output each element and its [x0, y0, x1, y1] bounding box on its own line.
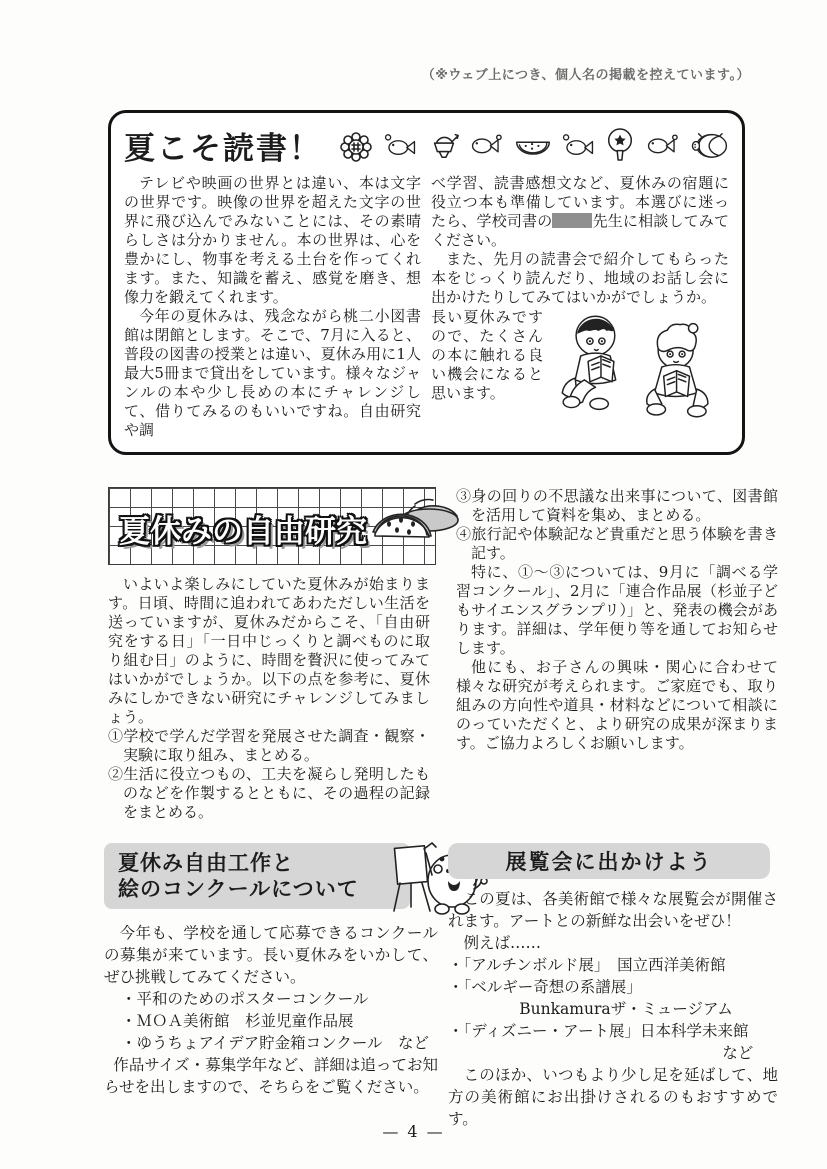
web-privacy-note: （※ウェブ上につき、個人名の掲載を控えています。） — [421, 68, 750, 83]
research-intro: いよいよ楽しみにしていた夏休みが始まります。日頃、時間に追われてあわただしい生活を送っていますが、夏休みだからこそ、「自由研究をする日」「一日中じっくりと調べものに取り組む日」のように、時間を贅沢に使ってみてはいかがでしょうか。以下の点を参考に、夏休みにしかできない研究にチャレンジしてみましょう。 — [108, 575, 430, 726]
contest-bullet-1: ・平和のためのポスターコンクール — [121, 990, 369, 1008]
research-paragraph: 特に、①～③については、9月に「調べる学習コンクール」、2月に「連合作品展（杉並子どもサイエンスグランプリ）」と、発表の機会があります。詳細は、学年便り等を通してお知らせします。 — [456, 563, 778, 657]
exhibition-title-bar — [448, 843, 770, 879]
research-item-1: ①学校で学んだ学習を発展させた調査・観察・実験に取り組み、まとめる。 — [108, 727, 430, 764]
watermelon-icon — [514, 131, 552, 159]
exhibition-bullet-1: ・「アルチンボルド展」 国立西洋美術館 — [448, 956, 726, 974]
research-col-right — [456, 487, 778, 822]
contest-section — [104, 843, 438, 1098]
contest-bullet-3: ・ゆうちょアイデア貯金箱コンクール など — [121, 1034, 430, 1052]
pig-icon — [689, 130, 729, 160]
research-item-4: ④旅行記や体験記など貴重だと思う体験を書き記す。 — [456, 525, 778, 562]
fish-icon — [561, 132, 595, 158]
exhibition-intro: この夏は、各美術館で様々な展覧会が開催されます。アートとの新鮮な出会いをぜひ！ — [448, 890, 778, 930]
exhibition-section — [448, 843, 778, 1130]
reading-paragraph: 長い夏休みですので、たくさんの本に触れる良い機会になると思います。 — [431, 308, 543, 402]
research-item-3: ③身の回りの不思議な出来事について、図書館を活用して資料を集め、まとめる。 — [456, 487, 778, 524]
reading-col-left — [124, 174, 421, 440]
exhibition-bullet-2-venue: Bunkamuraザ・ミュージアム — [519, 1000, 733, 1018]
contest-intro: 今年も、学校を通して応募できるコンクールの募集が来ています。長い夏休みをいかして、ぜひ挑戦してみてください。 — [104, 924, 438, 986]
watermelon-hat-illustration — [367, 480, 459, 564]
summer-icon-row — [338, 127, 729, 163]
reading-paragraph: 今年の夏休みは、残念ながら桃二小図書館は閉館とします。そこで、7月に入ると、普段の図書の授業とは違い、夏休み用に1人最大5冊まで貸出をしています。様々なジャンルの本や少し長めの本にチャレンジして、借りてみるのもいいですね。自由研究や調 — [124, 307, 421, 439]
fish-icon — [646, 132, 680, 158]
reading-paragraph: また、先月の読書会で紹介してもらった本をじっくり読んだり、地域のお話し会に出かけたりしてみてはいかがでしょうか。 — [431, 250, 729, 306]
reading-article-box — [108, 110, 745, 455]
reading-paragraph — [431, 174, 729, 250]
sunflower-icon — [338, 127, 374, 163]
exhibition-outro: このほか、いつもより少し足を延ばして、地方の美術館にお出掛けされるのもおすすめです。 — [448, 1066, 778, 1128]
shaved-ice-icon — [427, 128, 461, 162]
reading-columns — [124, 174, 729, 440]
reading-col-right — [431, 174, 729, 440]
contest-title-line-2: 絵のコンクールについて — [118, 877, 359, 901]
research-section — [108, 487, 778, 822]
research-item-2: ②生活に役立つもの、工夫を凝らし発明したものなどを作製するとともに、その過程の記録をまとめる。 — [108, 765, 430, 821]
research-title-banner — [108, 487, 436, 565]
exhibition-section-title: 展覧会に出かけよう — [505, 850, 713, 874]
contest-title-line-1: 夏休み自由工作と — [118, 851, 294, 875]
reading-bottom-row — [431, 308, 729, 426]
exhibition-example-label: 例えば…… — [463, 934, 542, 952]
page-number: — 4 — — [382, 1122, 445, 1141]
exhibition-etc-label: など — [722, 1044, 754, 1062]
reading-paragraph: テレビや映画の世界とは違い、本は文字の世界です。映像の世界を超えた文字の世界に飛び込んでみないことには、その素晴らしさは分かりません。本の世界は、心を豊かにし、物事を考える土台を作ってくれます。また、知識を蓄え、感覚を磨き、想像力を鍛えてくれます。 — [124, 174, 421, 306]
reading-title-row — [124, 120, 729, 170]
fan-icon — [604, 127, 636, 163]
fish-icon — [470, 132, 504, 158]
contest-bullet-2: ・ＭＯＡ美術館 杉並児童作品展 — [121, 1012, 354, 1030]
exhibition-bullet-3: ・「ディズニー・アート展」日本科学未来館 — [448, 1022, 749, 1040]
reading-article-title: 夏こそ読書！ — [124, 130, 322, 167]
reading-text-before-redaction: べ学習、読書感想文など、夏休みの宿題に役立つ本も準備しています。本選びに迷ったら、学校司書の — [431, 174, 729, 230]
contest-title-block — [104, 843, 410, 909]
redacted-name-box — [552, 213, 592, 228]
children-reading-illustration — [543, 308, 729, 426]
reading-text-after-redaction: 先生に相談してみてください。 — [431, 212, 729, 249]
contest-outro: 作品サイズ・募集学年など、詳細は追ってお知らせを出しますので、そちらをご覧ください。 — [104, 1056, 438, 1096]
fish-icon — [383, 132, 417, 158]
research-col-left — [108, 487, 430, 822]
research-paragraph: 他にも、お子さんの興味・関心に合わせて様々な研究が考えられます。ご家庭でも、取り組みの方向性や道具・材料などについて相談にのっていただくと、より研究の成果が深まります。ご協力よろしくお願いします。 — [456, 658, 778, 752]
research-section-title: 夏休みの自由研究 — [119, 514, 367, 550]
exhibition-bullet-2: ・「ベルギー奇想の系譜展」 — [448, 978, 642, 996]
